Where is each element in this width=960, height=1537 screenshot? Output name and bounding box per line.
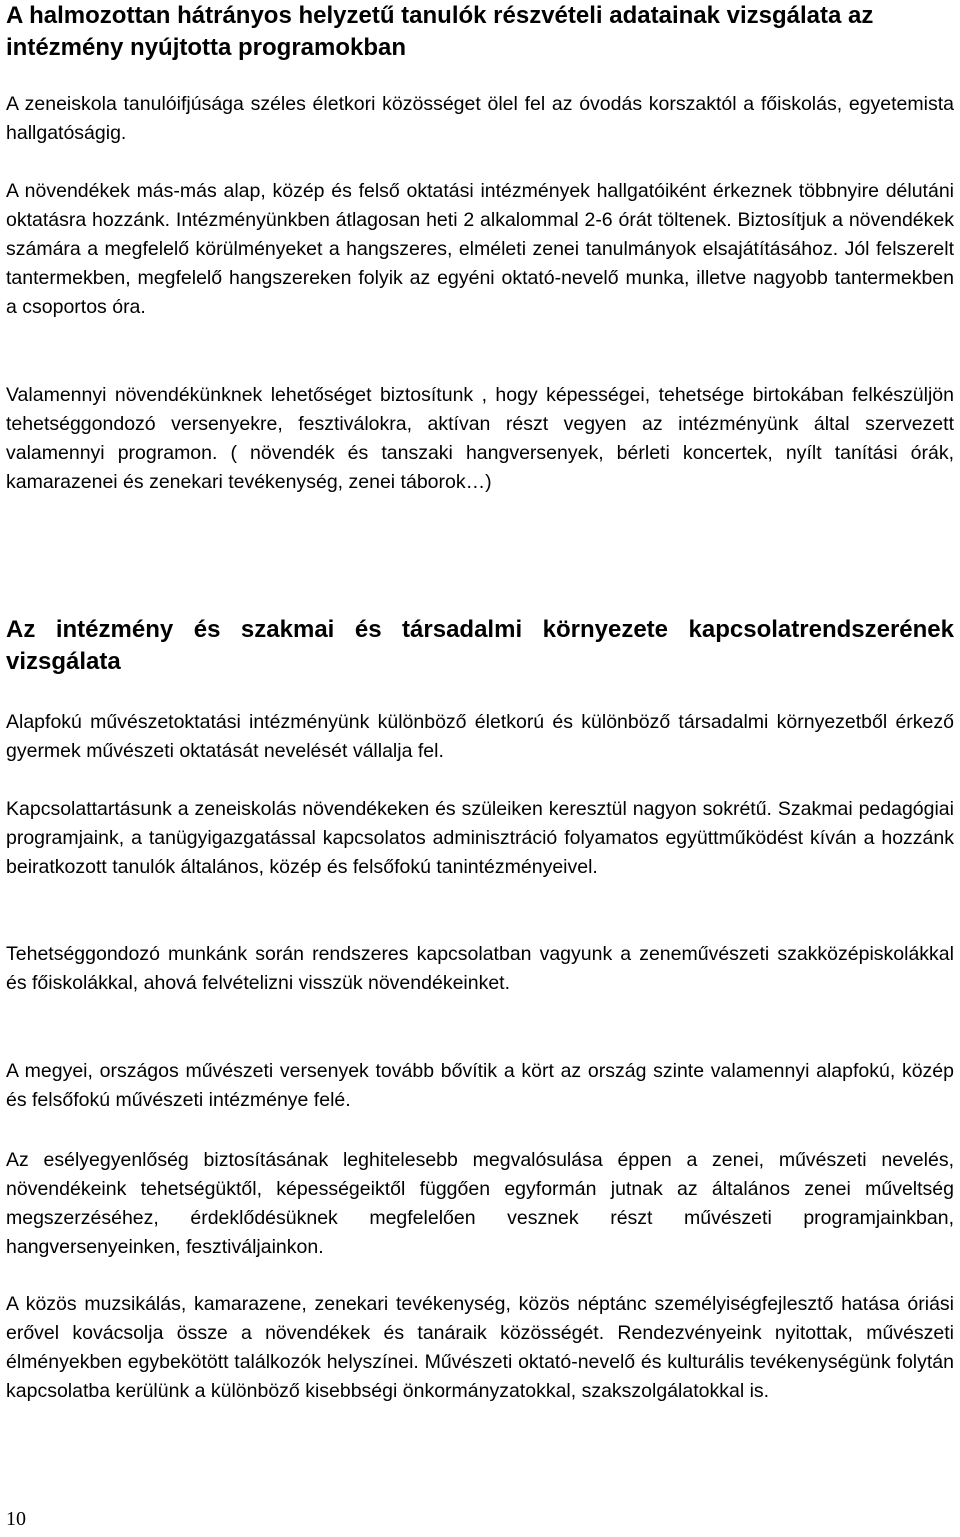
paragraph-opportunities: Valamennyi növendékünknek lehetőséget biztosítunk , hogy képességei, tehetsége birtokában felkészüljön tehetséggondozó versenyekre, fesztiválokra, aktívan részt vegyen az intézményünk által szervezett valamennyi programon. ( növendék és tanszaki hangversenyek, bérleti koncertek, nyílt tanítási órák, kamarazenei és zenekari tevékenység, zenei táborok…)	[6, 384, 954, 493]
section-title-participation: A halmozottan hátrányos helyzetű tanulók részvételi adatainak vizsgálata az intézmény nyújtotta programokban	[6, 2, 874, 61]
paragraph-equal-opportunity: Az esélyegyenlőség biztosításának leghitelesebb megvalósulása éppen a zenei, művészeti nevelés, növendékeink tehetségüktől, képességeiktől függően egyformán jutnak az általános zenei műveltség megszerzéséhez, érdeklődésüknek megfelelően vesznek részt művészeti programjainkban, hangversenyeinken, fesztiváljainkon.	[6, 1149, 954, 1258]
paragraph-contacts: Kapcsolattartásunk a zeneiskolás növendékeken és szüleiken keresztül nagyon sokrétű. Szakmai pedagógiai programjaink, a tanügyigazgatással kapcsolatos adminisztráció folyamatos együttműködést kíván a hozzánk beiratkozott tanulók általános, közép és felsőfokú tanintézményeivel.	[6, 798, 954, 878]
paragraph-talent-care: Tehetséggondozó munkánk során rendszeres kapcsolatban vagyunk a zeneművészeti szakközépiskolákkal és főiskolákkal, ahová felvételizni visszük növendékeinket.	[6, 943, 954, 994]
page-number: 10	[6, 1508, 26, 1530]
section-title-environment: Az intézmény és szakmai és társadalmi környezete kapcsolatrendszerének vizsgálata	[6, 616, 954, 675]
paragraph-students-origin: A növendékek más-más alap, közép és felső oktatási intézmények hallgatóiként érkeznek többnyire délutáni oktatásra hozzánk. Intézményünkben átlagosan heti 2 alkalommal 2-6 órát töltenek. Biztosítjuk a növendékek számára a megfelelő körülményeket a hangszeres, elméleti zenei tanulmányok elsajátításához. Jól felszerelt tantermekben, megfelelő hangszereken folyik az egyéni oktató-nevelő munka, illetve nagyobb tantermekben a csoportos óra.	[6, 180, 954, 318]
paragraph-competitions: A megyei, országos művészeti versenyek tovább bővítik a kört az ország szinte valamennyi alapfokú, közép és felsőfokú művészeti intézménye felé.	[6, 1060, 954, 1111]
paragraph-community-music: A közös muzsikálás, kamarazene, zenekari tevékenység, közös néptánc személyiségfejlesztő hatása óriási erővel kovácsolja össze a növendékek és tanáraik közösségét. Rendezvényeink nyitottak, művészeti élményekben egybekötött találkozók helyszínei. Művészeti oktató-nevelő és kulturális tevékenységünk folytán kapcsolatba kerülünk a különböző kisebbségi önkormányzatokkal, szakszolgálatokkal is.	[6, 1293, 954, 1402]
paragraph-age-range: A zeneiskola tanulóifjúsága széles életkori közösséget ölel fel az óvodás korszaktól a főiskolás, egyetemista hallgatóságig.	[6, 93, 954, 144]
paragraph-art-education: Alapfokú művészetoktatási intézményünk különböző életkorú és különböző társadalmi környezetből érkező gyermek művészeti oktatását nevelését vállalja fel.	[6, 711, 954, 762]
